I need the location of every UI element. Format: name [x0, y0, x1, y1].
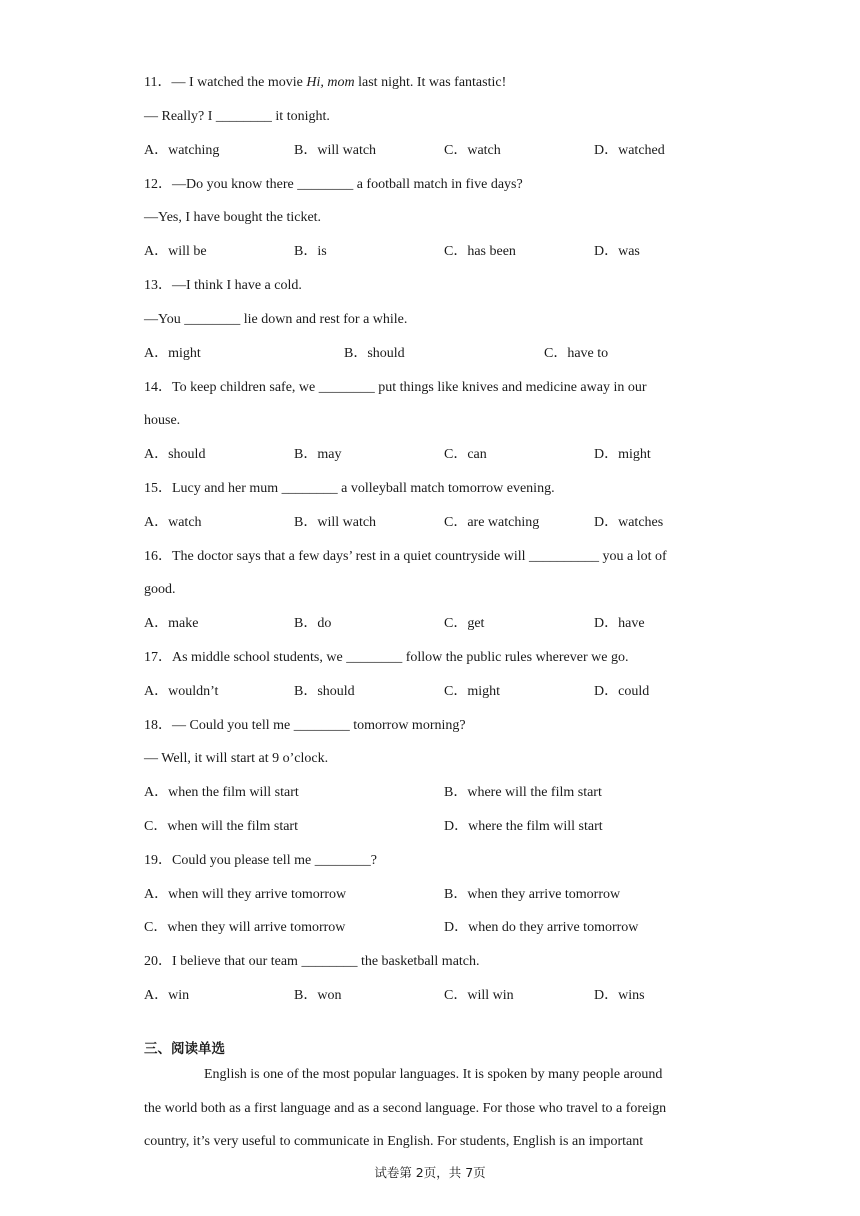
passage-line-2: the world both as a first language and as a second language. For those who travel to a foreign — [144, 1101, 667, 1116]
option-d[interactable]: D．might — [594, 447, 651, 462]
option-d[interactable]: D．was — [594, 244, 640, 259]
option-b[interactable]: B．do — [294, 616, 332, 631]
question-13-stem: 13．—I think I have a cold. — [144, 278, 302, 293]
option-c[interactable]: C．will win — [444, 988, 514, 1003]
option-d[interactable]: D．wins — [594, 988, 645, 1003]
option-d[interactable]: D．could — [594, 684, 650, 699]
option-c[interactable]: C．when they will arrive tomorrow — [144, 920, 346, 935]
option-c[interactable]: C．have to — [544, 346, 609, 361]
question-15-stem: 15．Lucy and her mum ________ a volleyball match tomorrow evening. — [144, 481, 555, 496]
question-17-stem: 17．As middle school students, we ________ follow the public rules wherever we go. — [144, 650, 629, 665]
option-b[interactable]: B．should — [294, 684, 355, 699]
question-18-reply: — Well, it will start at 9 o’clock. — [144, 751, 329, 766]
question-19-stem: 19．Could you please tell me ________? — [144, 853, 377, 868]
option-a[interactable]: A．should — [144, 447, 206, 462]
option-c[interactable]: C．can — [444, 447, 487, 462]
question-11-reply: — Really? I ________ it tonight. — [144, 109, 330, 124]
option-c[interactable]: C．get — [444, 616, 485, 631]
option-a[interactable]: A．watching — [144, 143, 220, 158]
question-18-stem: 18．— Could you tell me ________ tomorrow morning? — [144, 718, 466, 733]
question-14-stem-cont: house. — [144, 413, 181, 428]
page-footer: 试卷第 2页，共 7页 — [374, 1165, 486, 1180]
option-b[interactable]: B．is — [294, 244, 327, 259]
section-heading: 三、阅读单选 — [144, 1041, 225, 1057]
option-b[interactable]: B．won — [294, 988, 342, 1003]
option-c[interactable]: C．watch — [444, 143, 501, 158]
option-a[interactable]: A．might — [144, 346, 201, 361]
option-d[interactable]: D．where the film will start — [444, 819, 603, 834]
option-a[interactable]: A．watch — [144, 515, 202, 530]
option-d[interactable]: D．watches — [594, 515, 664, 530]
option-a[interactable]: A．wouldn’t — [144, 684, 219, 699]
option-d[interactable]: D．have — [594, 616, 645, 631]
option-d[interactable]: D．when do they arrive tomorrow — [444, 920, 639, 935]
option-c[interactable]: C．are watching — [444, 515, 540, 530]
option-c[interactable]: C．might — [444, 684, 501, 699]
question-20-stem: 20．I believe that our team ________ the basketball match. — [144, 954, 480, 969]
option-a[interactable]: A．when will they arrive tomorrow — [144, 887, 347, 902]
question-13-reply: —You ________ lie down and rest for a while. — [144, 312, 408, 327]
option-c[interactable]: C．when will the film start — [144, 819, 298, 834]
option-a[interactable]: A．make — [144, 616, 199, 631]
option-b[interactable]: B．where will the film start — [444, 785, 602, 800]
option-a[interactable]: A．will be — [144, 244, 207, 259]
question-14-stem: 14．To keep children safe, we ________ put things like knives and medicine away in our — [144, 380, 647, 395]
option-b[interactable]: B．when they arrive tomorrow — [444, 887, 621, 902]
option-c[interactable]: C．has been — [444, 244, 516, 259]
option-b[interactable]: B．will watch — [294, 515, 377, 530]
passage-line-1: English is one of the most popular languages. It is spoken by many people around — [204, 1067, 663, 1082]
option-a[interactable]: A．when the film will start — [144, 785, 299, 800]
question-12-stem: 12．—Do you know there ________ a football match in five days? — [144, 177, 523, 192]
question-16-stem: 16．The doctor says that a few days’ rest in a quiet countryside will __________ you a lot of — [144, 549, 667, 564]
question-11-stem: 11．— I watched the movie Hi, mom last night. It was fantastic! — [144, 75, 507, 90]
question-12-reply: —Yes, I have bought the ticket. — [144, 210, 322, 225]
question-16-stem-cont: good. — [144, 582, 176, 597]
option-b[interactable]: B．may — [294, 447, 342, 462]
option-a[interactable]: A．win — [144, 988, 190, 1003]
passage-line-3: country, it’s very useful to communicate in English. For students, English is an important — [144, 1134, 644, 1149]
option-d[interactable]: D．watched — [594, 143, 665, 158]
option-b[interactable]: B．should — [344, 346, 405, 361]
option-b[interactable]: B．will watch — [294, 143, 377, 158]
